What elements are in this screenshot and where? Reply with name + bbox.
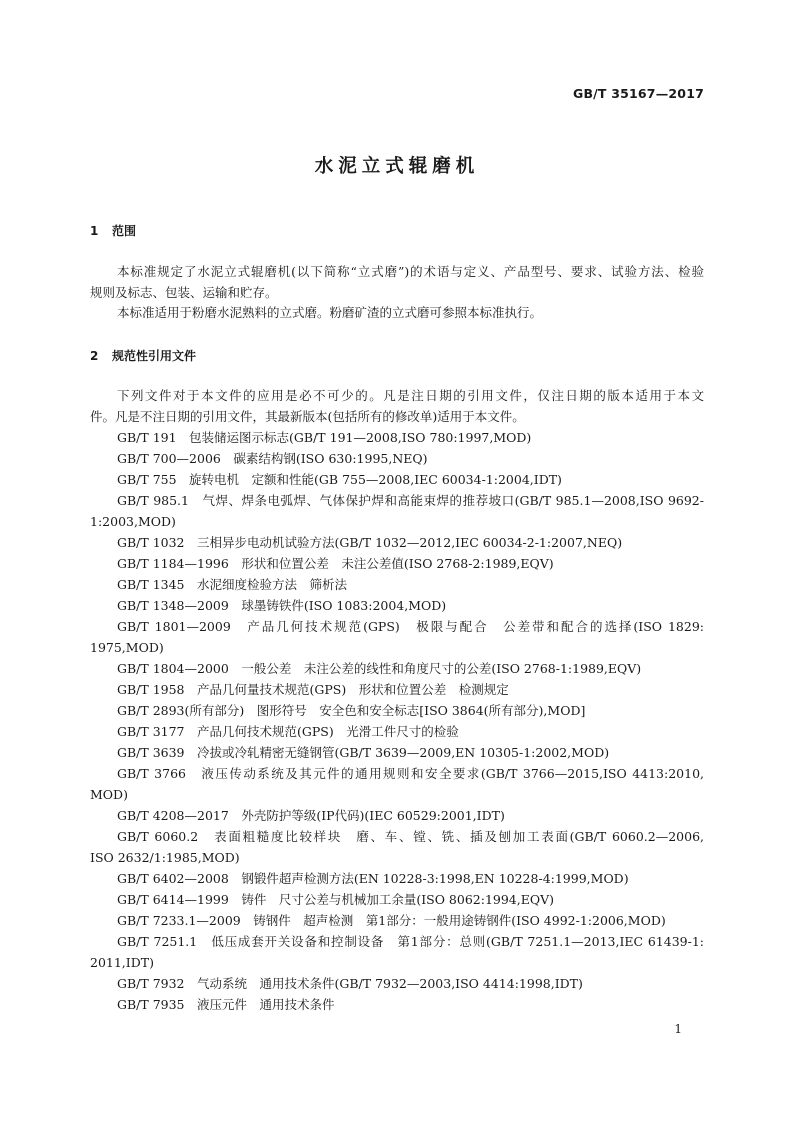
- reference-entry: GB/T 6414—1999 铸件 尺寸公差与机械加工余量(ISO 8062:1994,EQV): [117, 892, 555, 907]
- reference-entry-continuation: 1:2003,MOD): [90, 514, 176, 529]
- reference-entry: GB/T 7935 液压元件 通用技术条件: [117, 997, 335, 1012]
- reference-entry: GB/T 4208—2017 外壳防护等级(IP代码)(IEC 60529:2001,IDT): [117, 808, 505, 823]
- reference-entry: GB/T 1348—2009 球墨铸铁件(ISO 1083:2004,MOD): [117, 598, 447, 613]
- reference-entry-continuation: 2011,IDT): [90, 955, 154, 970]
- reference-entry: GB/T 191 包装储运图示标志(GB/T 191—2008,ISO 780:1997,MOD): [117, 430, 532, 445]
- section-2-number: 2: [90, 349, 99, 363]
- reference-entry: GB/T 3177 产品几何技术规范(GPS) 光滑工件尺寸的检验: [117, 724, 459, 739]
- reference-entry: GB/T 1801—2009 产品几何技术规范(GPS) 极限与配合 公差带和配合的选择(ISO 1829:: [117, 619, 704, 634]
- section-2-title: 规范性引用文件: [112, 349, 197, 363]
- reference-entry: GB/T 3639 冷拔或冷轧精密无缝钢管(GB/T 3639—2009,EN 10305-1:2002,MOD): [117, 745, 610, 760]
- reference-entry: GB/T 3766 液压传动系统及其元件的通用规则和安全要求(GB/T 3766—2015,ISO 4413:2010,: [117, 766, 704, 781]
- section-1-line: 规则及标志、包装、运输和贮存。: [90, 285, 278, 300]
- reference-entry: GB/T 7251.1 低压成套开关设备和控制设备 第1部分：总则(GB/T 7251.1—2013,IEC 61439-1:: [117, 934, 704, 949]
- section-1-line: 本标准适用于粉磨水泥熟料的立式磨。粉磨矿渣的立式磨可参照本标准执行。: [117, 305, 543, 320]
- reference-entry-continuation: ISO 2632/1:1985,MOD): [90, 850, 240, 865]
- reference-entry: GB/T 6060.2 表面粗糙度比较样块 磨、车、镗、铣、插及刨加工表面(GB/T 6060.2—2006,: [117, 829, 704, 844]
- reference-entry: GB/T 755 旋转电机 定额和性能(GB 755—2008,IEC 60034-1:2004,IDT): [117, 472, 562, 487]
- section-2-heading: [90, 347, 196, 364]
- reference-entry: GB/T 6402—2008 钢锻件超声检测方法(EN 10228-3:1998,EN 10228-4:1999,MOD): [117, 871, 629, 886]
- reference-entry: GB/T 1184—1996 形状和位置公差 未注公差值(ISO 2768-2:1989,EQV): [117, 556, 554, 571]
- reference-entry-continuation: MOD): [90, 787, 128, 802]
- document-title: 水泥立式辊磨机: [314, 156, 480, 177]
- reference-entry: GB/T 7932 气动系统 通用技术条件(GB/T 7932—2003,ISO 4414:1998,IDT): [117, 976, 583, 991]
- reference-entry-continuation: 1975,MOD): [90, 640, 164, 655]
- reference-entry: GB/T 700—2006 碳素结构钢(ISO 630:1995,NEQ): [117, 451, 428, 466]
- page-number: 1: [674, 1022, 682, 1036]
- reference-entry: GB/T 1958 产品几何量技术规范(GPS) 形状和位置公差 检测规定: [117, 682, 509, 697]
- reference-entry: GB/T 7233.1—2009 铸钢件 超声检测 第1部分：一般用途铸钢件(ISO 4992-1:2006,MOD): [117, 913, 666, 928]
- standard-code: GB/T 35167—2017: [572, 86, 704, 101]
- section-1-line: 本标准规定了水泥立式辊磨机(以下简称“立式磨”)的术语与定义、产品型号、要求、试验方法、检验: [117, 264, 704, 279]
- reference-entry: GB/T 1345 水泥细度检验方法 筛析法: [117, 577, 348, 592]
- section-1-heading: [90, 222, 136, 239]
- section-1-number: 1: [90, 224, 99, 238]
- section-2-line: 件。凡是不注日期的引用文件，其最新版本(包括所有的修改单)适用于本文件。: [90, 409, 525, 424]
- reference-entry: GB/T 1032 三相异步电动机试验方法(GB/T 1032—2012,IEC 60034-2-1:2007,NEQ): [117, 535, 623, 550]
- reference-entry: GB/T 2893(所有部分) 图形符号 安全色和安全标志[ISO 3864(所有部分),MOD]: [117, 703, 586, 718]
- section-1-title: 范围: [112, 224, 137, 238]
- section-2-line: 下列文件对于本文件的应用是必不可少的。凡是注日期的引用文件，仅注日期的版本适用于本文: [117, 388, 704, 403]
- reference-entry: GB/T 985.1 气焊、焊条电弧焊、气体保护焊和高能束焊的推荐坡口(GB/T 985.1—2008,ISO 9692-: [117, 493, 704, 508]
- reference-entry: GB/T 1804—2000 一般公差 未注公差的线性和角度尺寸的公差(ISO 2768-1:1989,EQV): [117, 661, 642, 676]
